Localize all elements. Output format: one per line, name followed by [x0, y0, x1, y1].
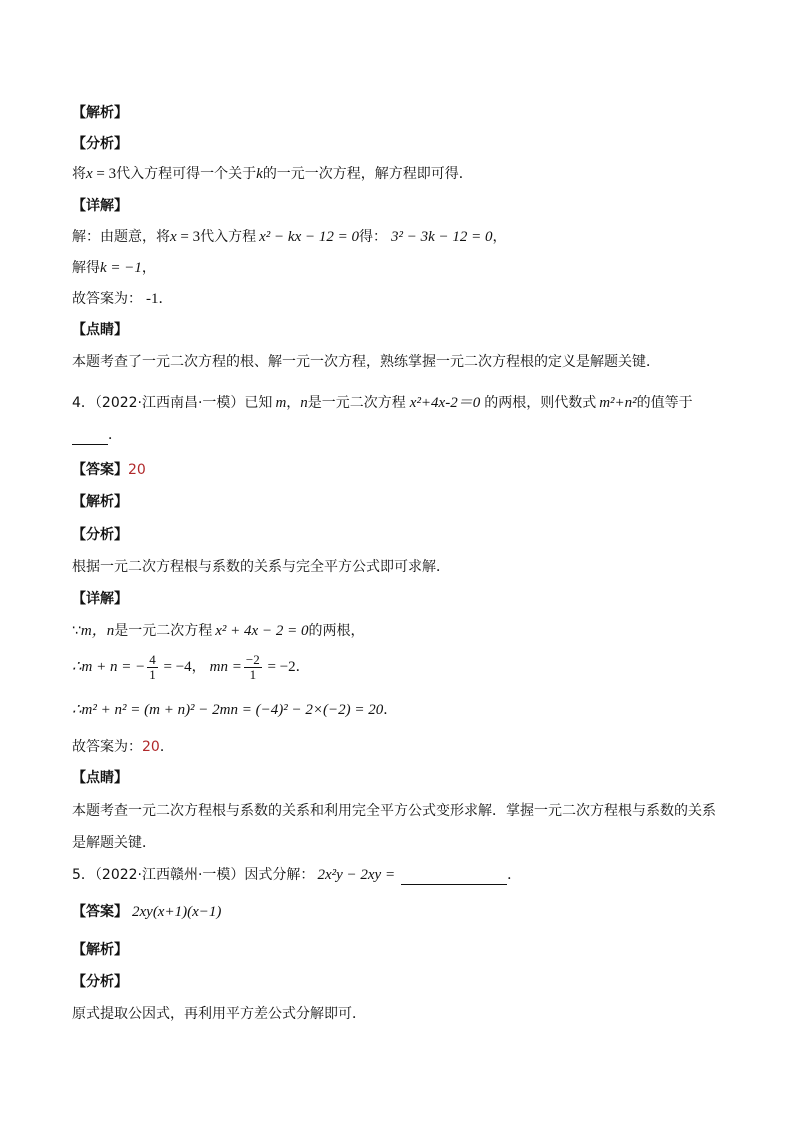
question-4-blank-line: ． — [72, 425, 122, 445]
answer-final-4: 故答案为：20． — [72, 739, 174, 755]
detail-line-1: 解：由题意，将x = 3代入方程 x² − kx − 12 = 0得： 3² − 3k − 12 = 0， — [72, 229, 507, 245]
dianjing-text-1: 本题考查了一元二次方程的根、解一元一次方程，熟练掌握一元二次方程根的定义是解题关键． — [72, 354, 660, 370]
question-5: 5．（2022·江西赣州·一模）因式分解： 2x²y − 2xy = ． — [72, 867, 522, 883]
dianjing-text-4-line-2: 是解题关键． — [72, 835, 156, 851]
answer-line-4: 【答案】20 — [72, 462, 146, 478]
fraction-neg2-over-1: $\frac{-2}{1}$ — [245, 651, 260, 682]
answer-line-5: 【答案】 2xy(x+1)(x−1) — [72, 904, 222, 920]
fenxi-text-4: 根据一元二次方程根与系数的关系与完全平方公式即可求解． — [72, 559, 450, 575]
fraction-4-over-1: $\frac{4}{1}$ — [149, 651, 156, 682]
dianjing-heading-4: 【点睛】 — [72, 770, 128, 786]
fenxi-heading-5: 【分析】 — [72, 974, 128, 990]
fenxi-text-1: 将x = 3代入方程可得一个关于k的一元一次方程，解方程即可得． — [72, 166, 473, 182]
xiangjie-heading-1: 【详解】 — [72, 198, 128, 214]
fenxi-heading-1: 【分析】 — [72, 136, 128, 152]
dianjing-text-4-line-1: 本题考查一元二次方程根与系数的关系和利用完全平方公式变形求解．掌握一元二次方程根与系数的关系 — [72, 803, 716, 819]
question-4: 4．（2022·江西南昌·一模）已知 m，n是一元二次方程 x²+4x-2＝0 的两根，则代数式 m²+n²的值等于 — [72, 395, 693, 411]
fenxi-text-5: 原式提取公因式，再利用平方差公式分解即可． — [72, 1006, 366, 1022]
detail-4-line-2: ∴m + n = − $\frac{4}{1}$ = −4， mn = $\frac{-2}{1}$ = −2． — [72, 651, 310, 682]
detail-4-line-3: ∴m² + n² = (m + n)² − 2mn = (−4)² − 2×(−2) = 20． — [72, 702, 398, 718]
jiexi-heading-1: 【解析】 — [72, 105, 128, 121]
jiexi-heading-4: 【解析】 — [72, 494, 128, 510]
answer-blank-4 — [72, 430, 108, 445]
fenxi-heading-4: 【分析】 — [72, 527, 128, 543]
detail-4-line-1: ∵m，n是一元二次方程 x² + 4x − 2 = 0的两根， — [72, 623, 365, 639]
answer-line-1: 故答案为： -1． — [72, 291, 173, 307]
answer-blank-5 — [401, 870, 507, 885]
jiexi-heading-5: 【解析】 — [72, 942, 128, 958]
dianjing-heading-1: 【点睛】 — [72, 322, 128, 338]
detail-line-2: 解得k = −1， — [72, 260, 156, 276]
xiangjie-heading-4: 【详解】 — [72, 591, 128, 607]
